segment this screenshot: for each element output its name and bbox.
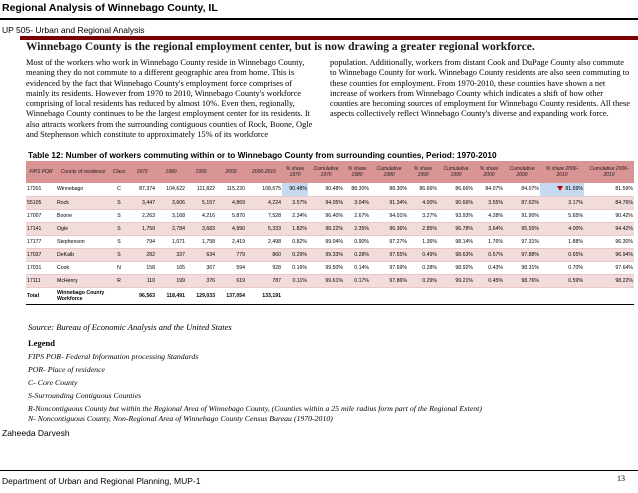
table-cell: 91.90% — [504, 209, 540, 222]
table-cell: 81.59% — [584, 183, 634, 196]
table-cell: 99.04% — [308, 235, 344, 248]
table-cell: 86.66% — [438, 183, 474, 196]
table-cell: 0.29% — [408, 274, 438, 287]
table-cell: 376 — [186, 274, 216, 287]
table-cell: 90.42% — [584, 209, 634, 222]
table-cell: 98.92% — [438, 261, 474, 274]
table-cell: 4,216 — [186, 209, 216, 222]
column-header: % share 2006-2010 — [540, 161, 584, 183]
table-cell: 5,870 — [216, 209, 246, 222]
table-cell: 337 — [156, 248, 186, 261]
legend-heading: Legend — [28, 338, 55, 348]
table-cell: 165 — [156, 261, 186, 274]
table-cell: N — [110, 261, 128, 274]
table-cell: 7,528 — [246, 209, 282, 222]
column-header: 1970 — [128, 161, 156, 183]
table-cell: 108,675 — [246, 183, 282, 196]
table-cell: 86.66% — [408, 183, 438, 196]
table-cell: S — [110, 248, 128, 261]
table-cell: 4.00% — [408, 196, 438, 209]
table-cell: 2,498 — [246, 235, 282, 248]
section-title: Winnebago County is the regional employment center, but is now drawing a greater regional workforce. — [26, 41, 535, 53]
table-cell: 93.93% — [438, 209, 474, 222]
table-cell: 17141 — [26, 222, 56, 235]
table-cell: 98.76% — [504, 274, 540, 287]
table-cell: 97.88% — [504, 248, 540, 261]
report-header-title: Regional Analysis of Winnebago County, IL — [2, 2, 218, 14]
decline-flag-icon — [557, 186, 563, 191]
table-cell: 88.30% — [370, 183, 408, 196]
table-cell: 0.29% — [282, 248, 308, 261]
total-cell-empty — [474, 287, 504, 304]
column-header: % share 1980 — [344, 161, 370, 183]
total-cell: 129,033 — [186, 287, 216, 304]
table-cell: Winnebago — [56, 183, 110, 196]
column-header: Cumulative 1990 — [438, 161, 474, 183]
table-cell: 787 — [246, 274, 282, 287]
table-cell: 99.33% — [308, 248, 344, 261]
author-name: Zaheeda Darvesh — [2, 428, 70, 438]
table-cell: 2,263 — [128, 209, 156, 222]
table-cell: 3,168 — [156, 209, 186, 222]
table-cell: 17031 — [26, 261, 56, 274]
table-cell: 3.57% — [282, 196, 308, 209]
table-cell: 96.36% — [370, 222, 408, 235]
table-cell: 5,157 — [186, 196, 216, 209]
legend-item: POR- Place of residence — [28, 365, 105, 374]
table-row — [26, 261, 634, 274]
table-cell: 17111 — [26, 274, 56, 287]
total-cell-empty — [282, 287, 308, 304]
column-header: % share 1970 — [282, 161, 308, 183]
table-cell: Stephenson — [56, 235, 110, 248]
page-number: 13 — [617, 474, 625, 483]
table-cell: 282 — [128, 248, 156, 261]
table-cell: 98.22% — [308, 222, 344, 235]
table-cell: 0.11% — [282, 274, 308, 287]
table-cell: 97.55% — [370, 248, 408, 261]
table-row — [26, 274, 634, 287]
total-cell: 133,191 — [246, 287, 282, 304]
body-column-left: Most of the workers who work in Winnebago County reside in Winnebago County, meaning they do not commute to a different geographic area from home. This is evidenced by the fact that Winnebago County's employment force comprises of mainly its residents. However from 1970 to 2010, Winnebago County's workforce comprising of local residents has reduced by almost 10%. Even then, regionally, Winnebago County continues to be the largest employment center for its residents. It also attracts workers from the surrounding contiguous counties of Rock, Boone, Ogle and Stephenson which constitute to approximately 15% of its workforce — [26, 58, 313, 140]
table-cell: 90.48% — [308, 183, 344, 196]
table-cell: Boone — [56, 209, 110, 222]
table-cell: Ogle — [56, 222, 110, 235]
table-cell: 17037 — [26, 248, 56, 261]
legend-item: S-Surrounding Contiguous Counties — [28, 391, 142, 400]
table-cell: 98.22% — [584, 274, 634, 287]
table-cell: 0.49% — [408, 248, 438, 261]
legend-item: C- Core County — [28, 378, 78, 387]
table-cell: 95.55% — [504, 222, 540, 235]
table-cell: R — [110, 274, 128, 287]
header-rule — [0, 18, 638, 20]
table-cell: 110 — [128, 274, 156, 287]
table-cell: S — [110, 196, 128, 209]
table-cell: 84.07% — [474, 183, 504, 196]
total-cell: 137,054 — [216, 287, 246, 304]
table-cell: 0.16% — [282, 261, 308, 274]
table-cell: 84.07% — [504, 183, 540, 196]
table-cell: 90.66% — [438, 196, 474, 209]
column-header: 2000 — [216, 161, 246, 183]
legend-item: R-Noncontiguous County but within the Regional Area of Winnebago County, (Counties within a 25 mile radius form part of the Regional Extent) — [28, 404, 482, 413]
table-row — [26, 183, 634, 196]
table-cell: 619 — [216, 274, 246, 287]
table-cell: S — [110, 209, 128, 222]
table-cell: 4,224 — [246, 196, 282, 209]
table-cell: 88.30% — [344, 183, 370, 196]
column-header: Cumulative 1970 — [308, 161, 344, 183]
table-cell: 3.64% — [474, 222, 504, 235]
table-cell: 98.63% — [438, 248, 474, 261]
table-cell: 2.35% — [344, 222, 370, 235]
table-cell-value: 81.59% — [565, 186, 583, 193]
source-note: Source: Bureau of Economic Analysis and the United States — [28, 322, 232, 332]
table-cell: 97.27% — [370, 235, 408, 248]
table-cell: 0.14% — [344, 261, 370, 274]
total-cell-empty — [408, 287, 438, 304]
table-cell: 96.40% — [308, 209, 344, 222]
total-cell-empty — [504, 287, 540, 304]
table-cell: McHenry — [56, 274, 110, 287]
total-cell-empty — [308, 287, 344, 304]
total-cell: Total — [26, 287, 56, 304]
table-cell: 3.04% — [344, 196, 370, 209]
table-cell: 0.28% — [408, 261, 438, 274]
table-header-row — [26, 161, 634, 183]
table-cell: 97.86% — [370, 274, 408, 287]
table-cell: 634 — [186, 248, 216, 261]
column-header: Cumulative 2006-2010 — [584, 161, 634, 183]
column-header: Cumulative 2000 — [504, 161, 540, 183]
table-cell: 98.14% — [438, 235, 474, 248]
table-cell: 0.70% — [540, 261, 584, 274]
table-cell: 1.88% — [540, 235, 584, 248]
table-cell: 1.76% — [474, 235, 504, 248]
table-cell: 87,374 — [128, 183, 156, 196]
column-header: 2000-2010 — [246, 161, 282, 183]
table-cell: Rock — [56, 196, 110, 209]
table-cell: 3,447 — [128, 196, 156, 209]
table-cell: 96.94% — [584, 248, 634, 261]
legend-item: N- Noncontiguous County, Non-Regional Area of Winnebago County Census Bureau (1970-2010) — [28, 414, 333, 423]
table-cell: 0.90% — [344, 235, 370, 248]
body-column-right: population. Additionally, workers from distant Cook and DuPage County also commute to Winnebago County for work. Winnebago County residents are also seen commuting to these counties for employment. From 1970-2010, these counties have shown a net increase of workers from Winnebago County which indicates a shift of how other counties are becoming sources of employment for Winnebago County residents. All these aspects collectively reflect Winnebago County's diverse and expanding work force. — [330, 58, 631, 119]
total-cell: Winnebago County Workforce — [56, 287, 110, 304]
table-cell: 928 — [246, 261, 282, 274]
table-cell: 0.65% — [540, 248, 584, 261]
table-cell: Cook — [56, 261, 110, 274]
table-cell: 99.61% — [308, 274, 344, 287]
legend-item: FIPS POR- Federal Information processing Standards — [28, 352, 199, 361]
table-cell: 98.31% — [504, 261, 540, 274]
table-cell: 111,822 — [186, 183, 216, 196]
table-cell: 0.57% — [474, 248, 504, 261]
table-cell: 4,869 — [216, 196, 246, 209]
table-cell: 0.43% — [474, 261, 504, 274]
table-cell: S — [110, 222, 128, 235]
table-cell: 3.27% — [408, 209, 438, 222]
total-cell-empty — [438, 287, 474, 304]
table-cell: 1.82% — [282, 222, 308, 235]
table-cell: 1,759 — [128, 222, 156, 235]
table-cell: 96.78% — [438, 222, 474, 235]
table-cell: 5,333 — [246, 222, 282, 235]
table-cell: 779 — [216, 248, 246, 261]
table-cell: 2.85% — [408, 222, 438, 235]
table-cell: 94.42% — [584, 222, 634, 235]
table-cell: 1.36% — [408, 235, 438, 248]
table-cell: 0.45% — [474, 274, 504, 287]
table-cell: 3,606 — [156, 196, 186, 209]
total-cell: 118,491 — [156, 287, 186, 304]
table-cell: 2.34% — [282, 209, 308, 222]
table-cell: 1,758 — [186, 235, 216, 248]
table-cell: 5.65% — [540, 209, 584, 222]
table-cell: 91.34% — [370, 196, 408, 209]
table-cell: 594 — [216, 261, 246, 274]
table-caption: Table 12: Number of workers commuting within or to Winnebago County from surrounding counties, Period: 1970-2010 — [28, 150, 497, 160]
table-cell: 17007 — [26, 209, 56, 222]
total-cell: 96,563 — [128, 287, 156, 304]
table-row — [26, 209, 634, 222]
course-subtitle: UP 505- Urban and Regional Analysis — [2, 25, 145, 35]
table-cell: 94.05% — [308, 196, 344, 209]
table-cell: 0.17% — [344, 274, 370, 287]
table-cell: 2,419 — [216, 235, 246, 248]
table-cell: 17201 — [26, 183, 56, 196]
table-cell: 860 — [246, 248, 282, 261]
table-cell: 1,071 — [156, 235, 186, 248]
table-cell: 3.55% — [474, 196, 504, 209]
footer-rule — [0, 470, 638, 471]
table-cell: 94.01% — [370, 209, 408, 222]
column-header: County of residence — [56, 161, 110, 183]
commuting-table — [26, 161, 634, 305]
column-header: 1990 — [186, 161, 216, 183]
total-cell — [110, 287, 128, 304]
section-bar — [20, 36, 638, 40]
table-cell: 367 — [186, 261, 216, 274]
table-cell: 90.48% — [282, 183, 308, 196]
table-cell: DeKalb — [56, 248, 110, 261]
table-cell — [540, 183, 584, 196]
table-cell: 96.30% — [584, 235, 634, 248]
table-cell: 104,622 — [156, 183, 186, 196]
column-header: % share 1990 — [408, 161, 438, 183]
table-cell: 97.31% — [504, 235, 540, 248]
table-cell: 794 — [128, 235, 156, 248]
table-cell: S — [110, 235, 128, 248]
table-cell: 4.00% — [540, 222, 584, 235]
table-cell: C — [110, 183, 128, 196]
column-header: Class — [110, 161, 128, 183]
table-cell: 99.50% — [308, 261, 344, 274]
table-cell: 3,683 — [186, 222, 216, 235]
table-cell: 97.64% — [584, 261, 634, 274]
table-cell: 3.17% — [540, 196, 584, 209]
table-cell: 2,784 — [156, 222, 186, 235]
table-cell: 55105 — [26, 196, 56, 209]
table-cell: 99.21% — [438, 274, 474, 287]
table-row — [26, 222, 634, 235]
table-cell: 84.76% — [584, 196, 634, 209]
total-cell-empty — [584, 287, 634, 304]
table-cell: 0.82% — [282, 235, 308, 248]
table-cell: 4.28% — [474, 209, 504, 222]
column-header: % share 2000 — [474, 161, 504, 183]
table-row — [26, 248, 634, 261]
table-row — [26, 235, 634, 248]
table-cell: 199 — [156, 274, 186, 287]
total-cell-empty — [540, 287, 584, 304]
total-row — [26, 287, 634, 304]
table-cell: 158 — [128, 261, 156, 274]
total-cell-empty — [370, 287, 408, 304]
table-cell: 97.69% — [370, 261, 408, 274]
table-cell: 17177 — [26, 235, 56, 248]
table-cell: 4,990 — [216, 222, 246, 235]
column-header: 1980 — [156, 161, 186, 183]
table-row — [26, 196, 634, 209]
total-cell-empty — [344, 287, 370, 304]
table-cell: 87.62% — [504, 196, 540, 209]
column-header: Cumulative 1980 — [370, 161, 408, 183]
table-cell: 0.28% — [344, 248, 370, 261]
table-cell: 115,220 — [216, 183, 246, 196]
table-cell: 2.67% — [344, 209, 370, 222]
footer-text: Department of Urban and Regional Planning, MUP-1 — [2, 476, 201, 486]
table-cell: 0.59% — [540, 274, 584, 287]
column-header: FIPS POR — [26, 161, 56, 183]
